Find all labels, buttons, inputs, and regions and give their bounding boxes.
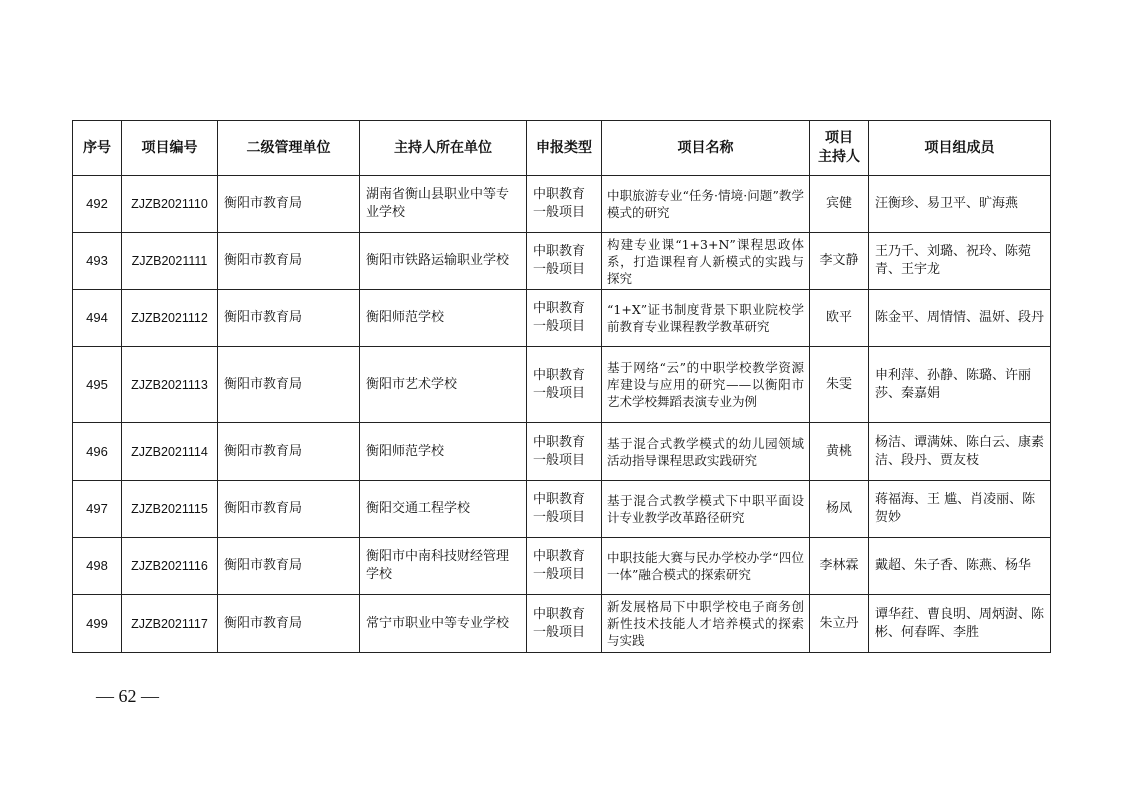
cell-seq: 496 — [73, 423, 122, 481]
cell-members: 王乃千、刘璐、祝玲、陈菀青、王宇龙 — [869, 233, 1051, 290]
page-number: — 62 — — [96, 686, 159, 706]
cell-members: 汪衡珍、易卫平、旷海燕 — [869, 176, 1051, 233]
cell-unit: 衡阳市教育局 — [218, 347, 360, 423]
cell-project-name: 中职技能大赛与民办学校办学“四位一体”融合模式的探索研究 — [602, 538, 810, 595]
cell-unit: 衡阳市教育局 — [218, 290, 360, 347]
cell-project-name: 基于混合式教学模式下中职平面设计专业教学改革路径研究 — [602, 481, 810, 538]
cell-type: 中职教育一般项目 — [527, 423, 602, 481]
cell-members: 蒋福海、王 尴、肖凌丽、陈贺妙 — [869, 481, 1051, 538]
cell-members: 杨洁、谭满妹、陈白云、康素洁、段丹、贾友枝 — [869, 423, 1051, 481]
cell-project-name: 中职旅游专业“任务·情境·问题”教学模式的研究 — [602, 176, 810, 233]
cell-host: 黄桃 — [810, 423, 869, 481]
header-type: 申报类型 — [527, 121, 602, 176]
cell-unit: 衡阳市教育局 — [218, 423, 360, 481]
header-host: 项目 主持人 — [810, 121, 869, 176]
cell-code: ZJZB2021117 — [122, 595, 218, 653]
table-row — [73, 290, 1051, 347]
header-members: 项目组成员 — [869, 121, 1051, 176]
cell-seq: 493 — [73, 233, 122, 290]
cell-type: 中职教育一般项目 — [527, 595, 602, 653]
table-row — [73, 347, 1051, 423]
cell-type: 中职教育一般项目 — [527, 347, 602, 423]
header-name: 项目名称 — [602, 121, 810, 176]
cell-host: 李林霖 — [810, 538, 869, 595]
cell-host: 朱雯 — [810, 347, 869, 423]
table-row — [73, 538, 1051, 595]
cell-host: 欧平 — [810, 290, 869, 347]
cell-unit: 衡阳市教育局 — [218, 481, 360, 538]
project-table — [72, 120, 1051, 653]
table-row — [73, 233, 1051, 290]
cell-project-name: 新发展格局下中职学校电子商务创新性技术技能人才培养模式的探索与实践 — [602, 595, 810, 653]
cell-seq: 498 — [73, 538, 122, 595]
cell-host-unit: 湖南省衡山县职业中等专业学校 — [360, 176, 527, 233]
header-code: 项目编号 — [122, 121, 218, 176]
table-header-row — [73, 121, 1051, 176]
cell-seq: 499 — [73, 595, 122, 653]
cell-unit: 衡阳市教育局 — [218, 595, 360, 653]
header-unit: 二级管理单位 — [218, 121, 360, 176]
table-row — [73, 423, 1051, 481]
cell-seq: 492 — [73, 176, 122, 233]
cell-members: 谭华荭、曹良明、周炳澍、陈彬、何春晖、李胜 — [869, 595, 1051, 653]
cell-type: 中职教育一般项目 — [527, 176, 602, 233]
cell-seq: 497 — [73, 481, 122, 538]
cell-code: ZJZB2021111 — [122, 233, 218, 290]
cell-code: ZJZB2021110 — [122, 176, 218, 233]
cell-project-name: 构建专业课“1+3+N”课程思政体系，打造课程育人新模式的实践与探究 — [602, 233, 810, 290]
cell-host-unit: 衡阳师范学校 — [360, 290, 527, 347]
cell-host: 朱立丹 — [810, 595, 869, 653]
cell-unit: 衡阳市教育局 — [218, 233, 360, 290]
cell-host: 杨凤 — [810, 481, 869, 538]
cell-seq: 495 — [73, 347, 122, 423]
cell-code: ZJZB2021115 — [122, 481, 218, 538]
cell-host: 宾健 — [810, 176, 869, 233]
cell-code: ZJZB2021112 — [122, 290, 218, 347]
cell-members: 申利萍、孙静、陈璐、许丽莎、秦嘉娟 — [869, 347, 1051, 423]
cell-project-name: 基于混合式教学模式的幼儿园领域活动指导课程思政实践研究 — [602, 423, 810, 481]
table-row — [73, 176, 1051, 233]
cell-type: 中职教育一般项目 — [527, 481, 602, 538]
cell-code: ZJZB2021116 — [122, 538, 218, 595]
cell-seq: 494 — [73, 290, 122, 347]
cell-unit: 衡阳市教育局 — [218, 176, 360, 233]
cell-host-unit: 衡阳市铁路运输职业学校 — [360, 233, 527, 290]
cell-host-unit: 衡阳市艺术学校 — [360, 347, 527, 423]
cell-unit: 衡阳市教育局 — [218, 538, 360, 595]
table-row — [73, 481, 1051, 538]
cell-code: ZJZB2021114 — [122, 423, 218, 481]
cell-host: 李文静 — [810, 233, 869, 290]
header-host-unit: 主持人所在单位 — [360, 121, 527, 176]
cell-type: 中职教育一般项目 — [527, 233, 602, 290]
cell-host-unit: 衡阳师范学校 — [360, 423, 527, 481]
cell-host-unit: 衡阳市中南科技财经管理学校 — [360, 538, 527, 595]
cell-members: 戴超、朱子香、陈燕、杨华 — [869, 538, 1051, 595]
cell-project-name: 基于网络“云”的中职学校教学资源库建设与应用的研究——以衡阳市艺术学校舞蹈表演专业为例 — [602, 347, 810, 423]
cell-code: ZJZB2021113 — [122, 347, 218, 423]
cell-project-name: “1+X”证书制度背景下职业院校学前教育专业课程教学教革研究 — [602, 290, 810, 347]
cell-host-unit: 常宁市职业中等专业学校 — [360, 595, 527, 653]
cell-type: 中职教育一般项目 — [527, 290, 602, 347]
cell-type: 中职教育一般项目 — [527, 538, 602, 595]
cell-host-unit: 衡阳交通工程学校 — [360, 481, 527, 538]
table-row — [73, 595, 1051, 653]
header-seq: 序号 — [73, 121, 122, 176]
cell-members: 陈金平、周情情、温妍、段丹 — [869, 290, 1051, 347]
